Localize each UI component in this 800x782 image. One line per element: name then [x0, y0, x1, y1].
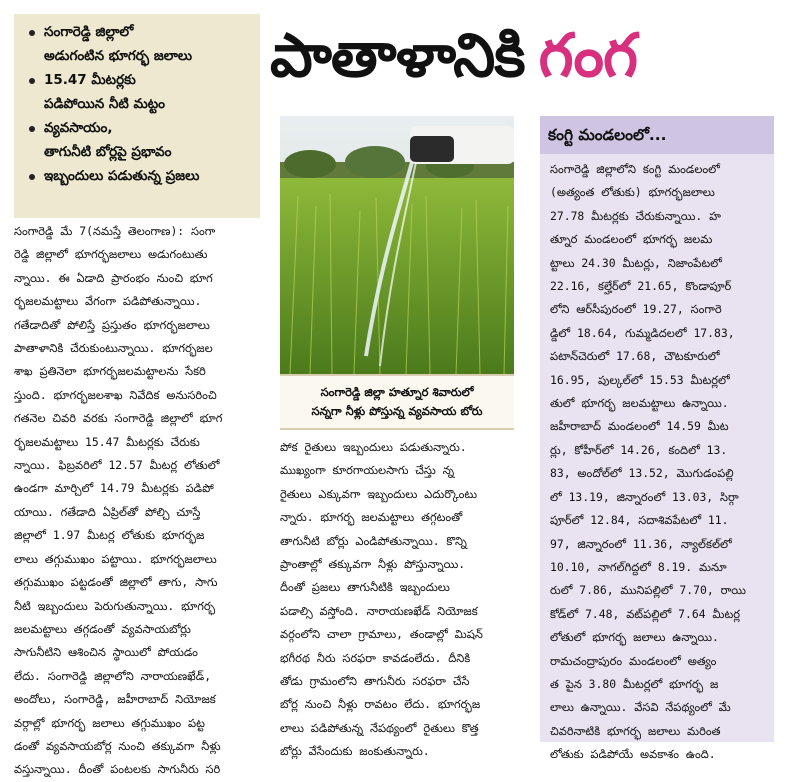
article-left-column: సంగారెడ్డి మే 7(నమస్తే తెలంగాణ): సంగా రెడ్డి జిల్లాలో భూగర్భజలాలు అడుగంటుతు న్నాయి. ఈ ఏడాది ప్రారంభం నుంచి భూగ ర్భజలమట్టాలు వేగంగా పడిపోతున్నాయి. గతేడాదితో పోలిస్తే ప్రస్తుతం భూగర్భజలాలు పాతాళానికి చేరుకుంటున్నాయి. భూగర్భజల శాఖ ప్రతినెలా భూగర్భజలమట్టాలను సేకరి స్తుంది. భూగర్భజలశాఖ నివేదిక అనుసరించి గతనెల చివరి వరకు సంగారెడ్డి జిల్లాలో భూగ ర్భజలమట్టాలు 15.47 మీటర్లకు చేరుకు న్నాయి. ఫిబ్రవరిలో 12.57 మీటర్ల లోతులో ఉండగా మార్చిలో 14.79 మీటర్లకు పడిపో యాయి. గతేడాది ఏప్రిల్‌తో పోల్చి చూస్తే జిల్లాలో 1.97 మీటర్ల లోతుకు భూగర్భజ లాలు తగ్గుముఖం పట్టాయి. భూగర్భజలాలు తగ్గుముఖం పట్టడంతో జిల్లాలో తాగు, సాగు నీటి ఇబ్బందులు పెరుగుతున్నాయి. భూగర్భ జలమట్టాలు తగ్గడంతో వ్యవసాయబోర్లు సాగునీటిని ఆశించిన స్థాయిలో పోయడం లేదు. సంగారెడ్డి జిల్లాలోని నారాయణఖేడ్, అందోలు, సంగారెడ్డి, జహీరాబాద్ నియోజక వర్గాల్లో భూగర్భ జలాలు తగ్గుముఖం పట్ట డంతో వ్యవసాయబోర్ల నుంచి తక్కువగా నీళ్లు వస్తున్నాయి. దీంతో పంటలకు సాగునీరు సరి — [14, 224, 223, 777]
highlight-text: సంగారెడ్డి జిల్లాలో — [44, 24, 134, 40]
highlight-text: పడిపోయిన నీటి మట్టం — [44, 96, 166, 112]
news-photo — [280, 116, 514, 374]
highlight-bullet — [24, 68, 254, 116]
caption-line-2: సన్నగా నీళ్లు పోస్తున్న వ్యవసాయ బోరు — [311, 404, 483, 418]
sidebar-title: కంగ్టి మండలంలో... — [540, 116, 774, 154]
highlight-bullet — [24, 164, 254, 188]
highlight-bullet — [24, 20, 254, 68]
highlights-box — [14, 14, 260, 218]
highlight-text: వ్యవసాయం, — [44, 120, 113, 136]
highlight-text: అడుగంటిన భూగర్భ జలాలు — [44, 48, 193, 64]
article-middle-column: పోక రైతులు ఇబ్బందులు పడుతున్నారు. ముఖ్యంగా కూరగాయలసాగు చేస్తు న్న రైతులు ఎక్కువగా ఇబ్బందులు ఎదుర్కొంటు న్నారు. భూగర్భ జలమట్టాలు తగ్గటంతో తాగునీటి బోర్లు ఎండిపోతున్నాయి. కొన్ని ప్రాంతాల్లో తక్కువగా నీళ్లు పోస్తున్నాయి. దీంతో ప్రజలు తాగునీటికి ఇబ్బందులు పడాల్సి వస్తోంది. నారాయణఖేడ్ నియోజక వర్గంలోని చాలా గ్రామాలు, తండాల్లో మిషన్ భగీరథ నీరు సరఫరా కావడంలేదు. దీనికి తోడు గ్రామంలోని తాగునీరు సరఫరా చేసే బోర్ల నుంచి నీళ్లు రావటం లేదు. భూగర్భజ లాలు పడిపోతున్న నేపథ్యంలో రైతులు కొత్త బోర్లు వేసేందుకు జంకుతున్నారు. — [280, 440, 483, 759]
highlight-text: 15.47 మీటర్లకు — [44, 72, 136, 88]
photo-caption — [280, 374, 514, 430]
caption-line-1: సంగారెడ్డి జిల్లా హత్నూర శివారులో — [320, 385, 474, 399]
highlight-text: ఇబ్బందులు పడుతున్న ప్రజలు — [44, 168, 200, 184]
headline — [270, 14, 790, 112]
highlight-bullet — [24, 116, 254, 164]
highlight-text: తాగునీటి బోర్లపై ప్రభావం — [44, 144, 172, 160]
paddy-field-borewell-image — [280, 116, 514, 374]
headline-part-2: గంగ — [538, 21, 637, 91]
sidebar-body: సంగారెడ్డి జిల్లాలోని కంగ్టి మండలంలో (అత్యంత లోతుకు) భూగర్భజలాలు 27.78 మీటర్లకు చేరుకున్నాయి. హ త్నూర మండలంలో భూగర్భ జలమ ట్టాలు 24.30 మీటర్లు, నిజాంపేటలో 22.16, కల్హేర్‌లో 21.65, కొండాపూర్ లోని ఆర్‌సీపురంలో 19.27, సంగారె డ్డిలో 18.64, గుమ్మడిదలలో 17.83, పటాన్‌చెరులో 17.68, చౌటకూరులో 16.95, పుల్కల్‌లో 15.53 మీటర్లలో తులో భూగర్భ జలమట్టాలు ఉన్నాయి. జహీరాబాద్ మండలంలో 14.59 మీట ర్లు, కోహీర్‌లో 14.26, కందిలో 13. 83, అందోల్‌లో 13.52, మొగుడంపల్లి లో 13.19, జిన్నారంలో 13.03, సిర్గా పూర్‌లో 12.84, సదాశివపేటలో 11. 97, జిన్నారంలో 11.36, న్యాల్‌కల్‌లో 10.10, నాగల్‌గిద్దలో 8.19. మనూ రులో 7.86, మునిపల్లిలో 7.70, రాయి కోడ్‌లో 7.48, వట్‌పల్లిలో 7.64 మీటర్ల లోతులో భూగర్భ జలాలు ఉన్నాయి. రామచంద్రాపురం మండలంలో అత్యం త పైన 3.80 మీటర్లలో భూగర్భ జ లాలు ఉన్నాయి. వేసవి నేపథ్యంలో మే చివరినాటికి భూగర్భ జలాలు మరింత లోతుకు పడిపోయే అవకాశం ఉంది. — [550, 162, 746, 762]
headline-part-1: పాతాళానికి — [270, 21, 525, 91]
